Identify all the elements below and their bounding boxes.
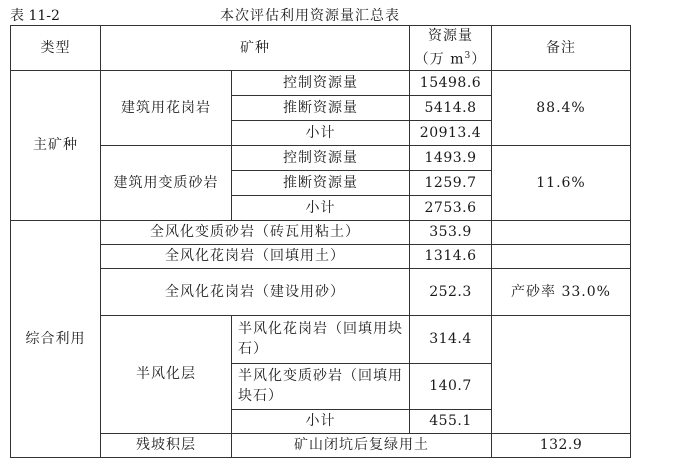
comprehensive-label: 综合利用: [11, 220, 101, 457]
row-value: 20913.4: [410, 120, 492, 145]
row-value: 1259.7: [410, 170, 492, 195]
header-remark: 备注: [492, 26, 631, 71]
row-value: 2753.6: [410, 195, 492, 220]
row-value: 5414.8: [410, 95, 492, 120]
row-label: 全风化变质砂岩（砖瓦用粘土）: [101, 220, 410, 244]
sandstone-remark: 11.6%: [492, 145, 631, 220]
header-type: 类型: [11, 26, 101, 71]
table-row: [11, 145, 631, 170]
resource-summary-table: [10, 25, 631, 458]
table-row: [11, 268, 631, 315]
table-number: 表 11-2: [10, 8, 60, 24]
sandstone-name: 建筑用变质砂岩: [101, 145, 232, 220]
table-row: [11, 244, 631, 268]
row-label: 小计: [232, 195, 410, 220]
table-row: [11, 70, 631, 95]
row-label: 控制资源量: [232, 70, 410, 95]
row-value: 455.1: [410, 409, 492, 433]
table-caption: [0, 0, 680, 26]
row-value: 140.7: [410, 363, 492, 409]
row-label: 半风化变质砂岩（回填用块石）: [232, 363, 410, 409]
row-value: 132.9: [492, 433, 631, 457]
row-value: 353.9: [410, 220, 492, 244]
semi-weathered-name: 半风化层: [101, 315, 232, 433]
table-title: 本次评估利用资源量汇总表: [220, 8, 400, 24]
row-value: 15498.6: [410, 70, 492, 95]
row-label: 小计: [232, 409, 410, 433]
granite-name: 建筑用花岗岩: [101, 70, 232, 145]
row-value: 1493.9: [410, 145, 492, 170]
table-row: [11, 433, 631, 457]
row-label: 矿山闭坑后复绿用土: [232, 433, 492, 457]
header-resource: 资源量（万 $m^3$）: [410, 26, 492, 71]
table-row: [11, 315, 631, 363]
row-label: 小计: [232, 120, 410, 145]
semi-remark: [492, 315, 631, 433]
row-remark: 产砂率 33.0%: [492, 268, 631, 315]
row-label: 全风化花岗岩（建设用砂）: [101, 268, 410, 315]
header-row: [11, 26, 631, 71]
row-value: 252.3: [410, 268, 492, 315]
table-row: [11, 220, 631, 244]
residual-label: 残坡积层: [101, 433, 232, 457]
row-label: 半风化花岗岩（回填用块石）: [232, 315, 410, 363]
row-value: 1314.6: [410, 244, 492, 268]
row-value: 314.4: [410, 315, 492, 363]
row-remark: [492, 244, 631, 268]
row-label: 控制资源量: [232, 145, 410, 170]
granite-remark: 88.4%: [492, 70, 631, 145]
row-label: 全风化花岗岩（回填用土）: [101, 244, 410, 268]
main-mineral-label: 主矿种: [11, 70, 101, 220]
header-mineral: 矿种: [101, 26, 410, 71]
row-label: 推断资源量: [232, 95, 410, 120]
row-remark: [492, 220, 631, 244]
row-label: 推断资源量: [232, 170, 410, 195]
